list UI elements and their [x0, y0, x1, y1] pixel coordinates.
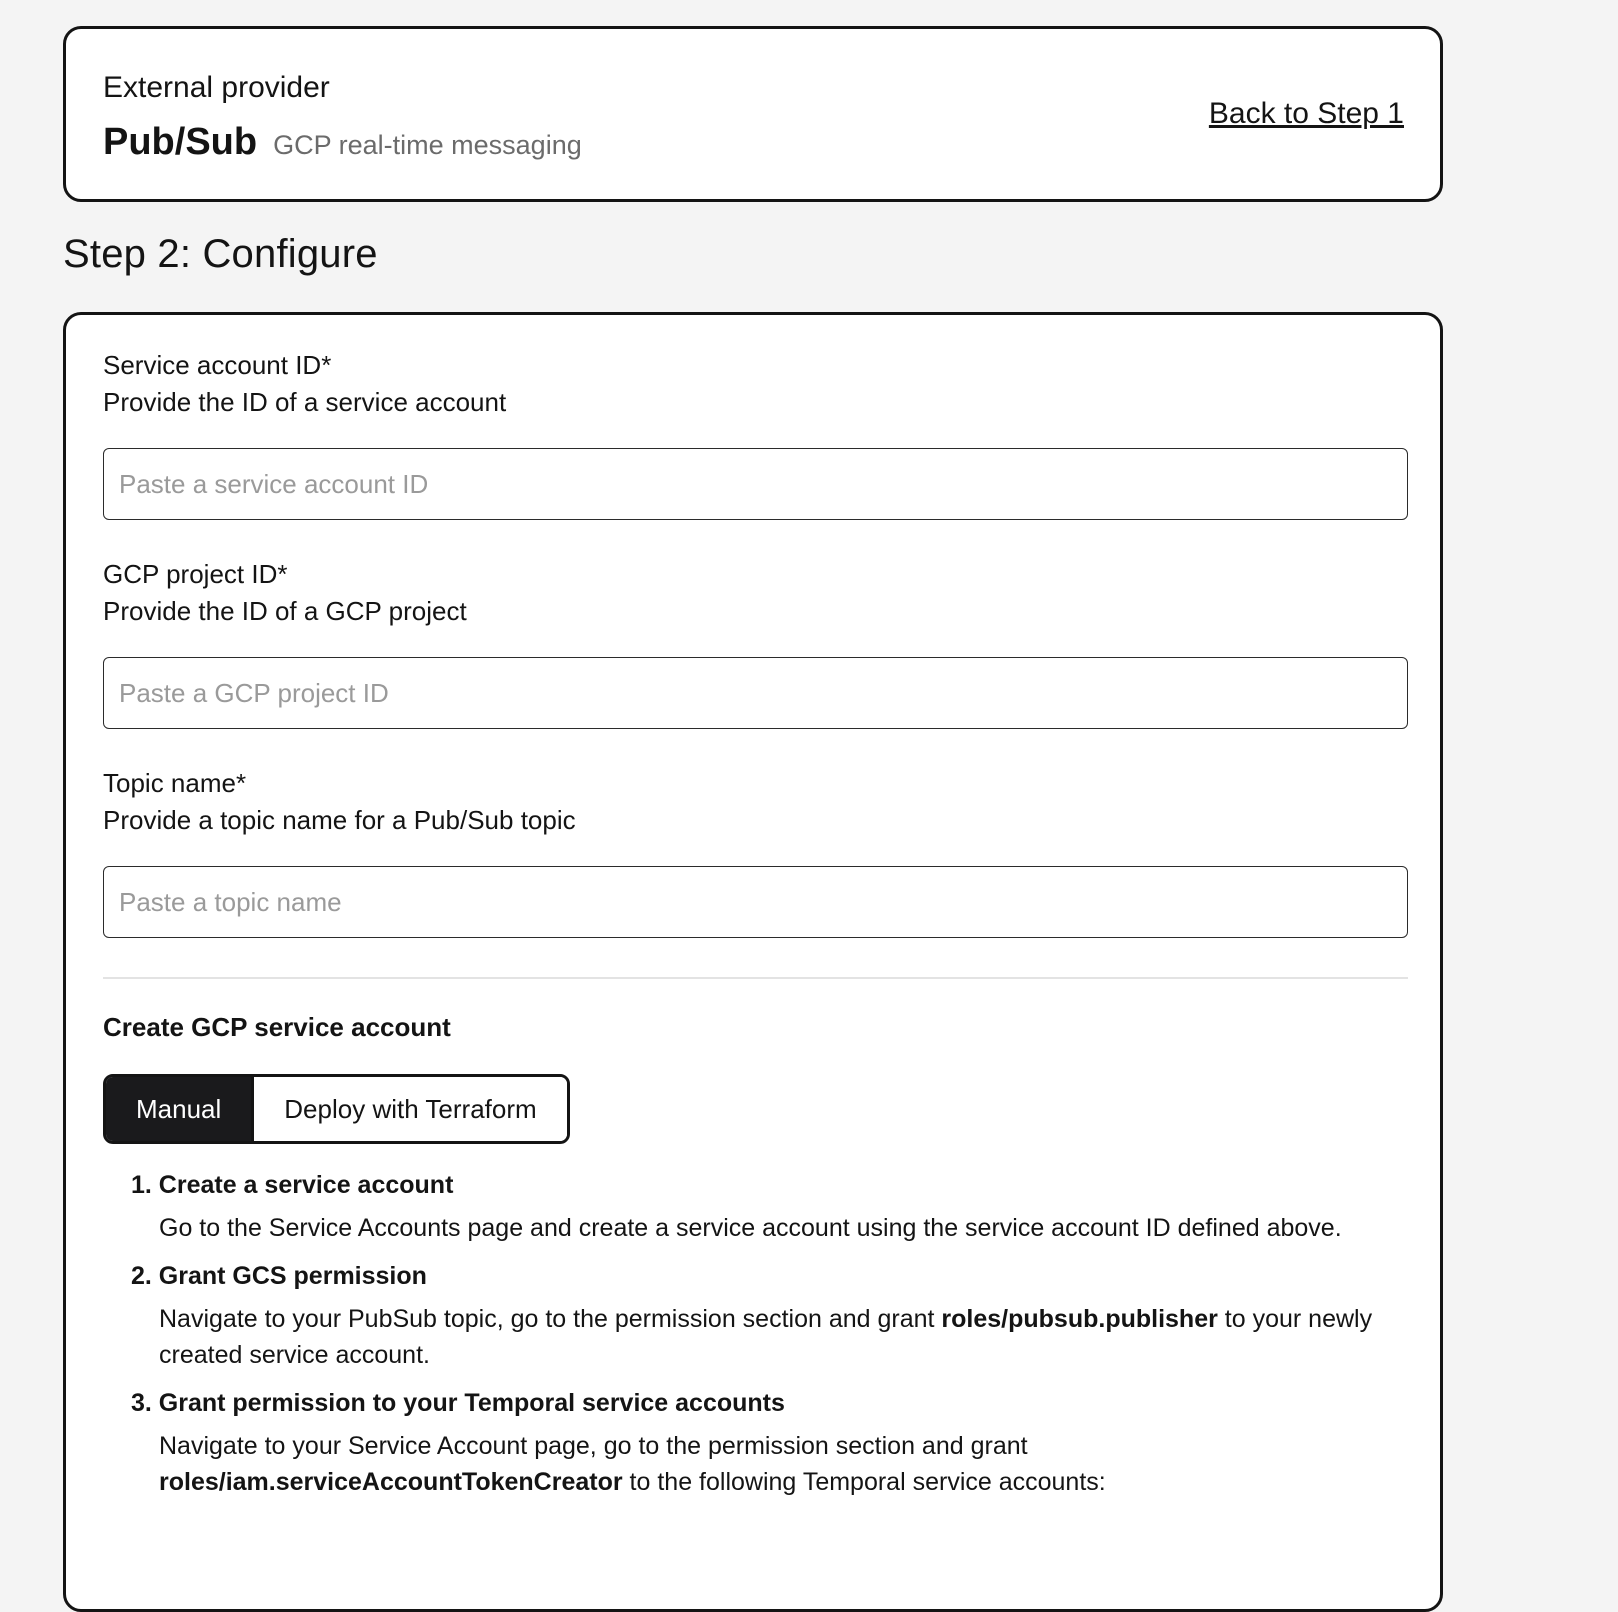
gcp-project-id-input[interactable] — [103, 657, 1408, 729]
setup-method-toggle — [103, 1074, 570, 1144]
provider-name: Pub/Sub — [103, 121, 258, 163]
provider-description: GCP real-time messaging — [273, 130, 582, 160]
manual-toggle-button[interactable]: Manual — [106, 1077, 251, 1141]
step-body — [159, 1301, 1401, 1373]
step-body — [159, 1428, 1401, 1500]
step-body — [159, 1210, 1401, 1246]
list-item — [131, 1259, 1401, 1373]
step-body-text: Go to the Service Accounts page and create a service account using the service account ID defined above. — [159, 1214, 1342, 1242]
instruction-steps — [131, 1168, 1401, 1513]
gcp-project-id-label: GCP project ID* — [103, 559, 288, 589]
step-heading: 1. Create a service account — [131, 1171, 454, 1199]
step-heading: 3. Grant permission to your Temporal service accounts — [131, 1389, 785, 1417]
step-body-text: to your newly created service account. — [159, 1305, 1373, 1369]
service-account-id-help: Provide the ID of a service account — [103, 387, 507, 417]
provider-card — [63, 26, 1443, 202]
topic-name-help: Provide a topic name for a Pub/Sub topic — [103, 805, 576, 835]
list-item — [131, 1386, 1401, 1500]
provider-eyebrow: External provider — [103, 71, 330, 104]
gcp-project-id-help: Provide the ID of a GCP project — [103, 596, 467, 626]
service-account-id-label: Service account ID* — [103, 350, 332, 380]
provider-title-row — [103, 121, 582, 164]
step-body-text: to the following Temporal service accounts: — [622, 1468, 1106, 1496]
terraform-toggle-button[interactable]: Deploy with Terraform — [251, 1077, 566, 1141]
create-service-account-heading: Create GCP service account — [103, 1012, 451, 1042]
section-divider — [103, 977, 1408, 979]
step-body-text: Navigate to your Service Account page, go to the permission section and grant — [159, 1432, 1028, 1460]
step-heading: 2. Grant GCS permission — [131, 1262, 427, 1290]
topic-name-input[interactable] — [103, 866, 1408, 938]
step-body-text: Navigate to your PubSub topic, go to the permission section and grant — [159, 1305, 942, 1333]
service-account-id-input[interactable] — [103, 448, 1408, 520]
topic-name-label: Topic name* — [103, 768, 247, 798]
configure-card — [63, 312, 1443, 1612]
back-to-step-1-link[interactable]: Back to Step 1 — [1208, 97, 1404, 130]
role-name: roles/iam.serviceAccountTokenCreator — [159, 1468, 623, 1496]
role-name: roles/pubsub.publisher — [941, 1305, 1218, 1333]
page-title: Step 2: Configure — [63, 232, 378, 276]
list-item — [131, 1168, 1401, 1246]
